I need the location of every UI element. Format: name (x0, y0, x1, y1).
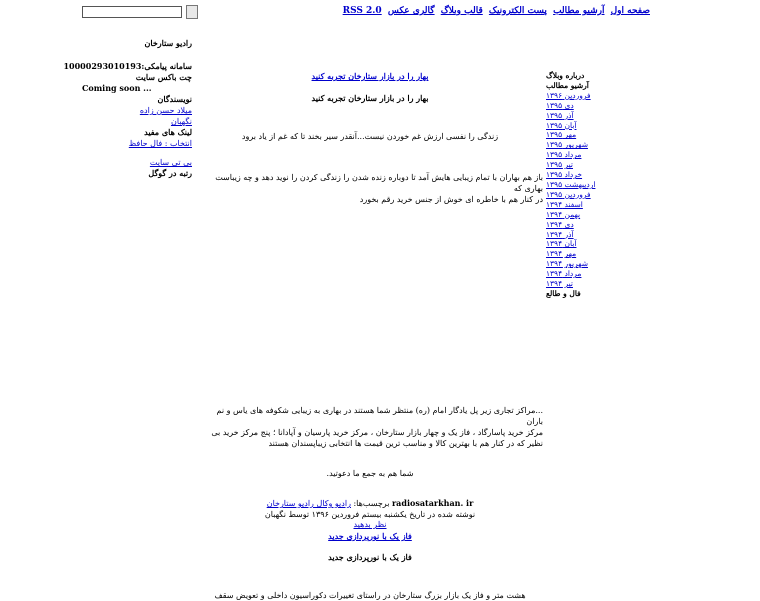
about-heading: درباره وبلاگ (546, 71, 585, 80)
nav-template[interactable]: قالب وبلاگ (440, 6, 483, 16)
nav-rss[interactable]: RSS 2.0 (342, 6, 382, 16)
archive-link[interactable]: اردیبهشت ۱۳۹۵ (546, 179, 596, 189)
site-title: رادیو ستارخان (144, 38, 192, 48)
post-source: radiosatarkhan. ir (391, 498, 474, 508)
post-meta: نوشته شده در تاریخ یکشنبه بیستم فروردین ۱۳۹۶ توسط نگهبان (264, 510, 476, 519)
left-sidebar (63, 38, 192, 179)
post-line1: زندگی را نفسی ارزش غم خوردن نیست...آنقدر سیر بخند تا که غم از یاد برود (241, 132, 499, 141)
search-input[interactable] (82, 6, 182, 18)
tags-label: برچسب‌ها: (353, 499, 390, 508)
post-paragraph: ...مراکز تجاری زیر پل یادگار امام (ره) منتظر شما هستند در بهاری به زیبایی شکوفه های یاس و نم باران مرکز خرید پاسارگاد ، فاز یک و چهار بازار ستارخان ، مرکز خرید پارسیان و آپادانا ؛ پنج مرکز خرید بی نظیر که در کنار هم با بهترین کالا و مناسب ترین قیمت ها انتخابی زیباپسندان هستند (211, 406, 543, 448)
author-link[interactable]: میلاد حسن زاده (139, 106, 192, 115)
post-title-link[interactable]: بهار را در بازار ستارخان تجربه کنید (311, 71, 429, 81)
archive-link[interactable]: آبان ۱۳۹۴ (546, 239, 577, 249)
archive-link[interactable]: مهر ۱۳۹۴ (546, 249, 577, 259)
archive-link[interactable]: دی ۱۳۹۴ (546, 219, 574, 229)
next-post-snippet: هشت متر و فاز یک بازار بزرگ ستارخان در راستای تغییرات دکوراسیون داخلی و تعویض سقف (214, 591, 526, 600)
right-sidebar (546, 71, 601, 299)
archive-link[interactable]: دی ۱۳۹۵ (546, 100, 574, 110)
archive-link[interactable]: مهر ۱۳۹۵ (546, 130, 577, 140)
archive-link[interactable]: آبان ۱۳۹۵ (546, 120, 577, 130)
post-title: بهار را در بازار ستارخان تجربه کنید (311, 93, 429, 103)
google-rank: رتبه در گوگل (148, 168, 192, 178)
archive-link[interactable]: تیر ۱۳۹۵ (546, 160, 573, 170)
sms-number: سامانه پیامکی:10000293010193 (63, 61, 192, 71)
post-invite: .شما هم به جمع ما دعوتید (326, 469, 414, 478)
archive-link[interactable]: مرداد ۱۳۹۵ (546, 150, 582, 160)
nav-archive[interactable]: آرشیو مطالب (553, 6, 605, 16)
chatbox-heading: چت باکس سایت (135, 72, 192, 82)
nav-email[interactable]: پست الکترونیک (488, 6, 547, 16)
archive-link[interactable]: مرداد ۱۳۹۴ (546, 269, 582, 279)
top-nav (340, 6, 650, 16)
archive-heading: آرشیو مطالب (546, 80, 589, 90)
archive-link[interactable]: شهریور ۱۳۹۵ (546, 140, 588, 150)
archive-link[interactable]: اسفند ۱۳۹۴ (546, 199, 583, 209)
archive-link[interactable]: خرداد ۱۳۹۵ (546, 170, 583, 180)
authors-heading: نویسندگان (157, 94, 192, 104)
author-link[interactable]: نگهبان (170, 117, 192, 126)
useful-link[interactable]: انتخاب : فال حافظ (128, 139, 192, 148)
archive-link[interactable]: تیر ۱۳۹۴ (546, 279, 573, 289)
links-heading: لینک های مفید (144, 127, 192, 137)
archive-link[interactable]: آذر ۱۳۹۵ (546, 110, 574, 120)
next-post-link[interactable]: فاز یک با نورپردازی جدید (328, 531, 412, 541)
archive-link[interactable]: فروردین ۱۳۹۵ (546, 189, 591, 199)
nav-gallery[interactable]: گالری عکس (387, 6, 435, 16)
nav-home[interactable]: صفحه اول (610, 6, 650, 16)
coming-soon: Coming soon ... (82, 83, 152, 93)
archive-link[interactable]: بهمن ۱۳۹۴ (546, 209, 581, 219)
comments-link[interactable]: نظر بدهید (353, 520, 387, 529)
archive-link[interactable]: شهریور ۱۳۹۴ (546, 259, 588, 269)
post-footer-tags (200, 498, 540, 509)
fal-heading: فال و طالع (546, 288, 581, 298)
tag-link[interactable]: رادیو وکال رادیو ستارخان (266, 499, 351, 508)
site-link[interactable]: بی تی سایت (149, 158, 192, 167)
archive-link[interactable]: فروردین ۱۳۹۶ (546, 90, 591, 100)
archive-link[interactable]: آذر ۱۳۹۴ (546, 229, 574, 239)
search-button[interactable] (186, 5, 198, 19)
next-post-title: فاز یک با نورپردازی جدید (328, 552, 412, 562)
post-paragraph: باز هم بهاران با تمام زیبایی هایش آمد تا دوباره زنده شدن را زندگی کردن را نوید دهد و چه زیباست بهاری که در کنار هم با خاطره ای خوش از جنس خرید رقم بخورد (215, 173, 543, 204)
